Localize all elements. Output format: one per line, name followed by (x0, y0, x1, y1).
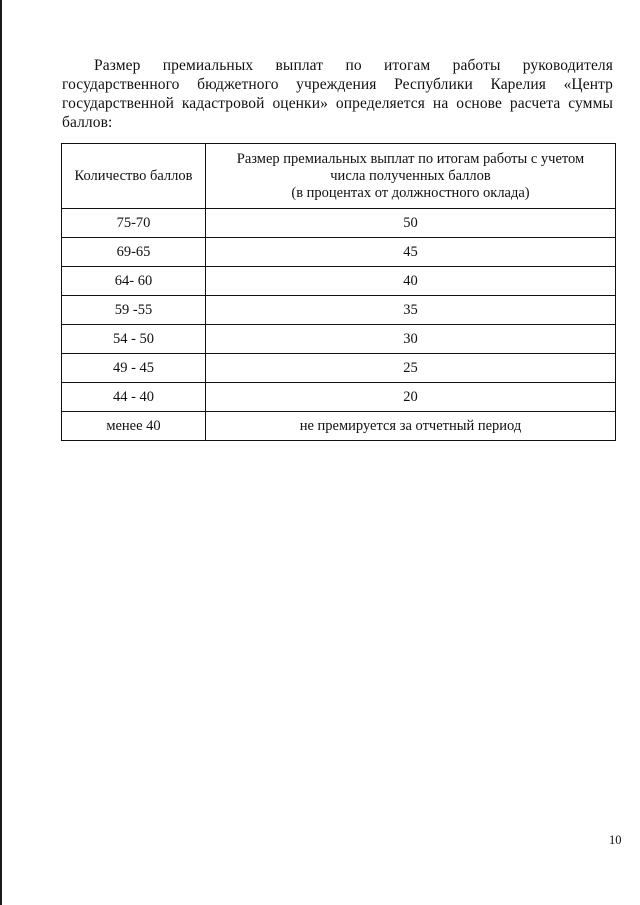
bonus-percent-cell: 50 (206, 209, 616, 238)
score-range-cell: 54 - 50 (62, 325, 206, 354)
score-range-cell: 64- 60 (62, 267, 206, 296)
bonus-percent-cell: 25 (206, 354, 616, 383)
scan-edge-line (0, 0, 2, 905)
score-range-cell: 49 - 45 (62, 354, 206, 383)
score-range-cell: 69-65 (62, 238, 206, 267)
table-header-row (62, 144, 616, 209)
header-bonus-line-1: Размер премиальных выплат по итогам работы с учетом (236, 150, 585, 167)
score-range-cell: 44 - 40 (62, 383, 206, 412)
table-row (62, 267, 616, 296)
table-row (62, 296, 616, 325)
bonus-percent-cell: 45 (206, 238, 616, 267)
score-range-cell: 75-70 (62, 209, 206, 238)
table-row (62, 238, 616, 267)
header-bonus-line-3: (в процентах от должностного оклада) (291, 184, 530, 201)
header-score-count: Количество баллов (62, 144, 206, 209)
page-number: 10 (609, 833, 622, 847)
bonus-percent-cell: 30 (206, 325, 616, 354)
table-row (62, 209, 616, 238)
table-row (62, 325, 616, 354)
bonus-percent-cell: не премируется за отчетный период (206, 412, 616, 441)
score-range-cell: менее 40 (62, 412, 206, 441)
table-row (62, 412, 616, 441)
header-bonus-line-2: числа полученных баллов (330, 167, 491, 184)
table-row (62, 383, 616, 412)
table-row (62, 354, 616, 383)
intro-paragraph: Размер премиальных выплат по итогам работы руководителя государственного бюджетного учреждения Республики Карелия «Центр государственной кадастровой оценки» определяется на основе расчета суммы баллов: (62, 57, 613, 131)
bonus-percent-cell: 35 (206, 296, 616, 325)
bonus-table (61, 143, 616, 441)
header-bonus-size (206, 144, 616, 209)
bonus-percent-cell: 20 (206, 383, 616, 412)
bonus-percent-cell: 40 (206, 267, 616, 296)
score-range-cell: 59 -55 (62, 296, 206, 325)
